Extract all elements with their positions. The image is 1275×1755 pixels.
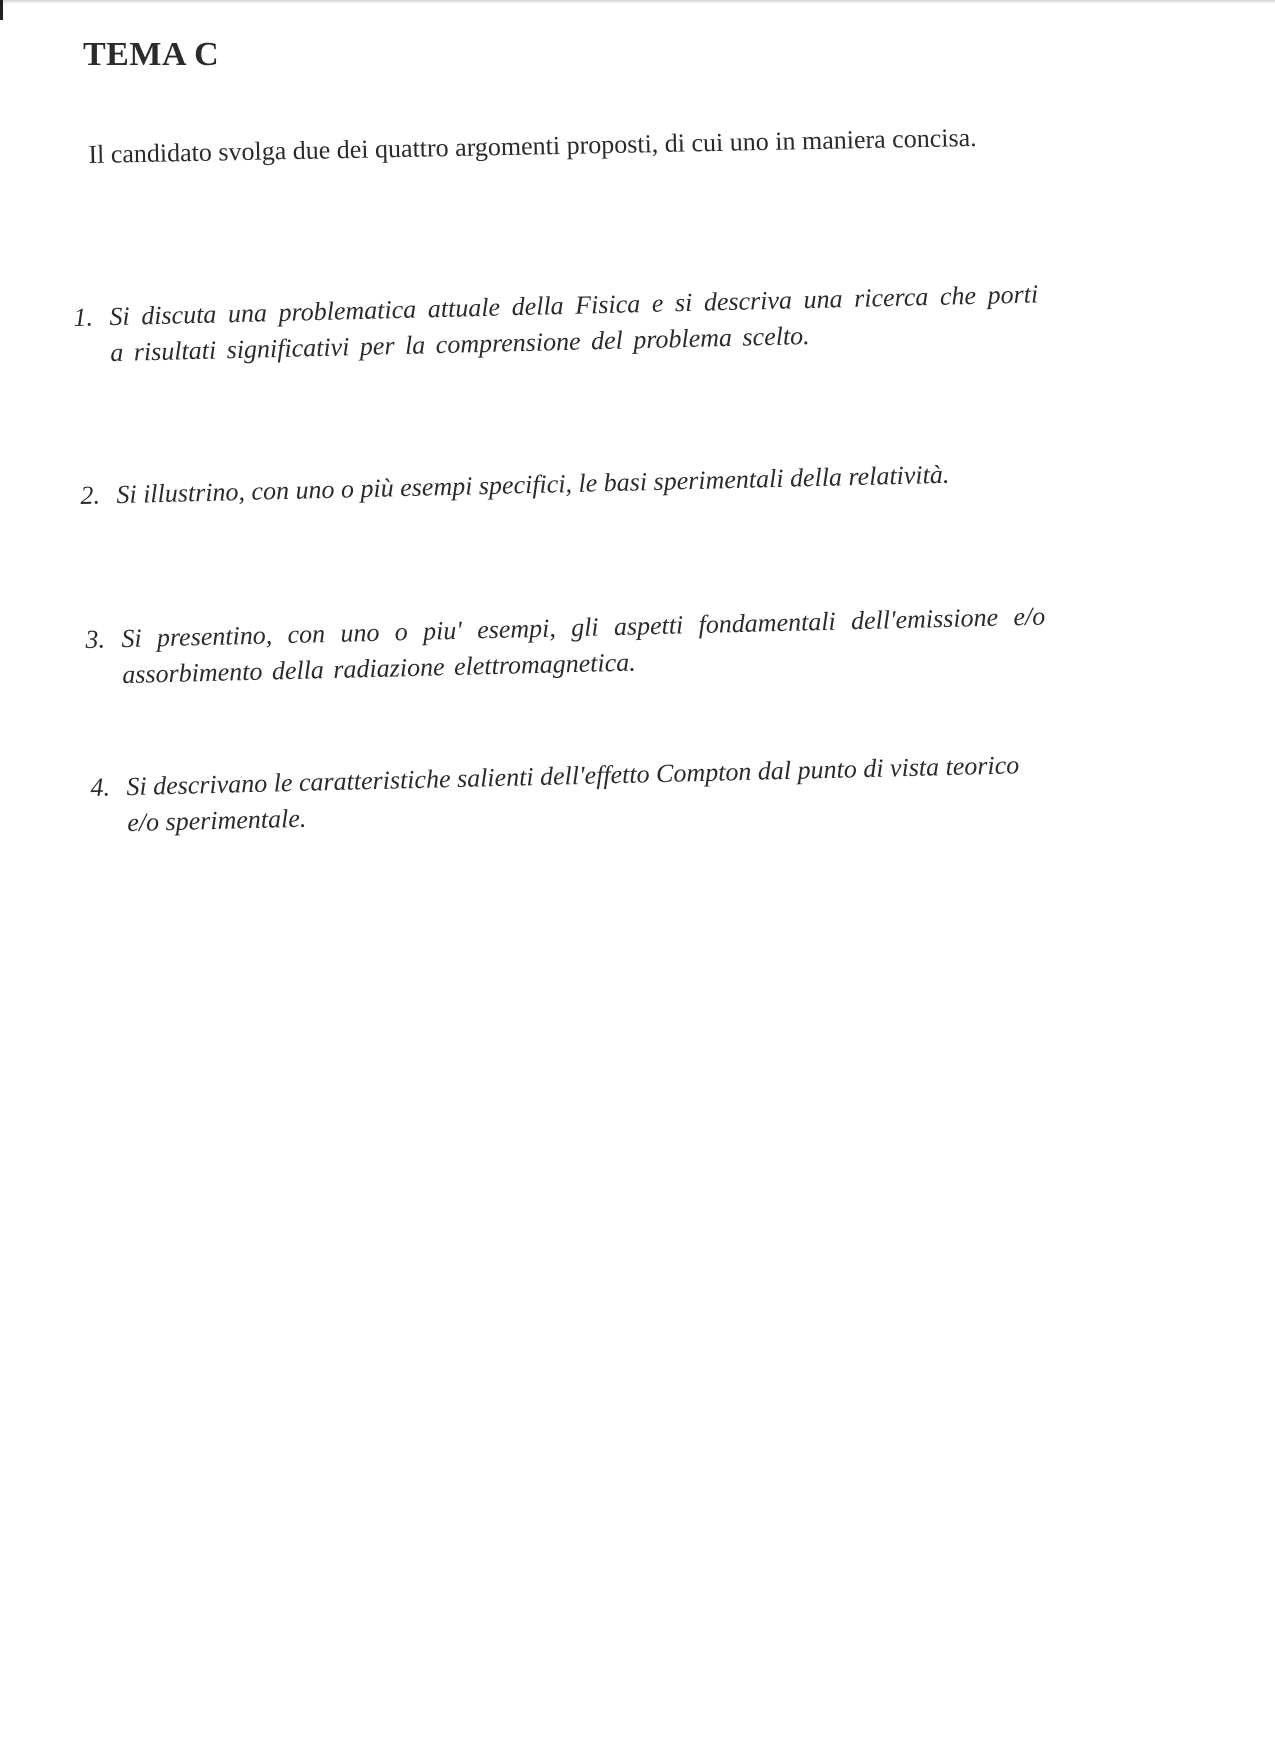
topic-text-3: Si presentino, con uno o piu' esempi, gli aspetti fondamentali dell'emissione e/o assorbimento della radiazione elettromagnetica. bbox=[121, 601, 1046, 690]
topic-item-3 bbox=[85, 599, 1046, 694]
topic-item-2 bbox=[80, 455, 1041, 514]
topic-number-3: 3. bbox=[85, 624, 106, 654]
instructions-paragraph: Il candidato svolga due dei quattro argomenti proposti, di cui uno in maniera concisa. bbox=[88, 122, 977, 169]
topic-item-1 bbox=[73, 276, 1039, 372]
topic-number-2: 2. bbox=[80, 480, 101, 510]
page-title: TEMA C bbox=[83, 36, 220, 73]
topic-text-1: Si discuta una problematica attuale della Fisica e si descriva una ricerca che porti a risultati significativi per la comprensione del problema scelto. bbox=[109, 279, 1039, 368]
scan-edge-top bbox=[0, 0, 1275, 4]
scan-edge-left bbox=[0, 0, 3, 20]
topic-item-4 bbox=[90, 747, 1051, 842]
topic-text-4: Si descrivano le caratteristiche salienti dell'effetto Compton dal punto di vista teorico e/o sperimentale. bbox=[126, 750, 1020, 838]
topic-number-1: 1. bbox=[73, 302, 94, 332]
topic-number-4: 4. bbox=[90, 772, 111, 802]
topic-text-2: Si illustrino, con uno o più esempi specifici, le basi sperimentali della relatività. bbox=[116, 459, 950, 510]
